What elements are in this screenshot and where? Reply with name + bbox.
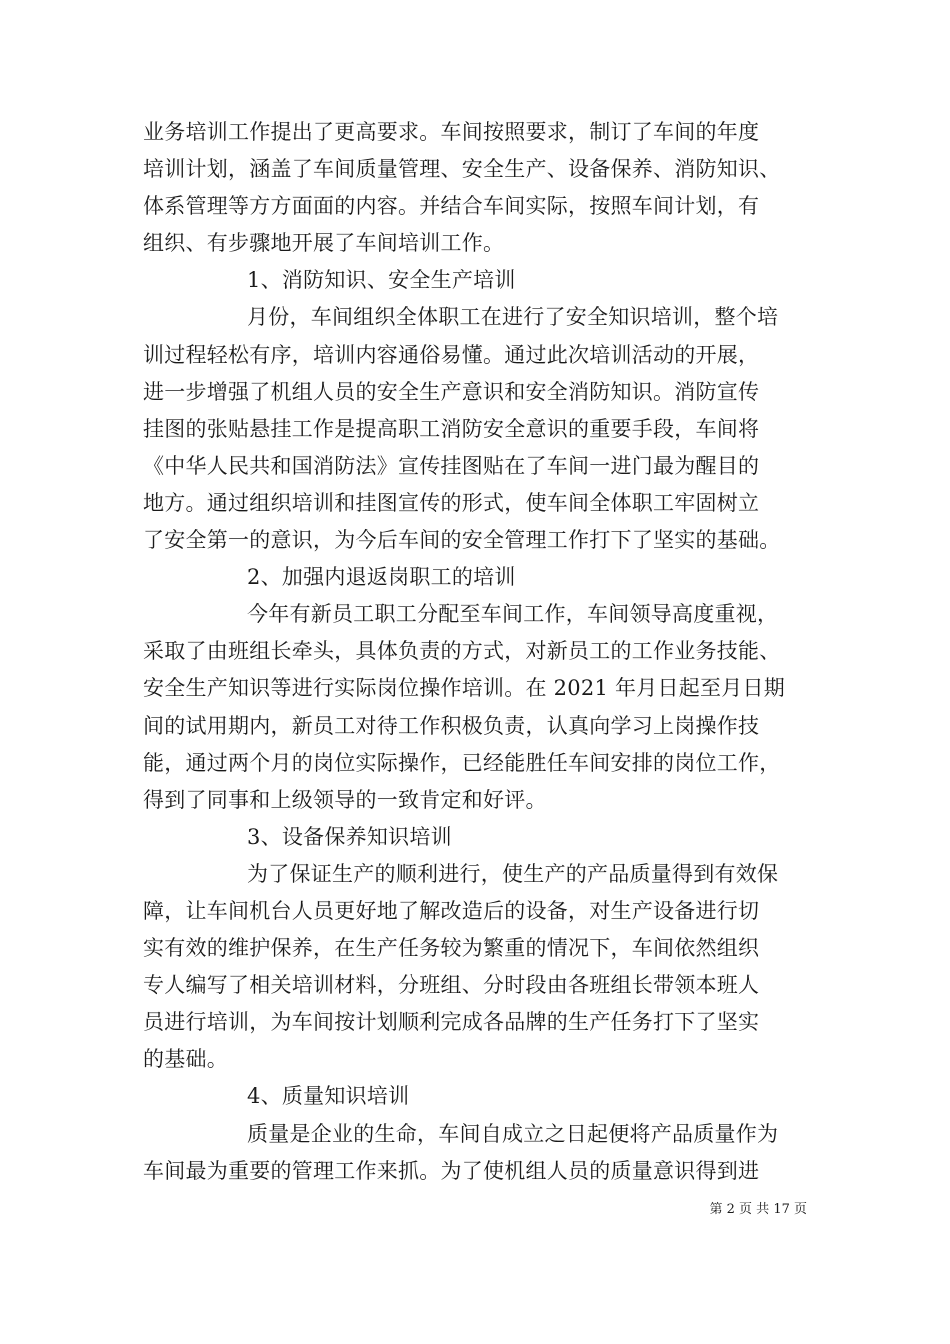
text-line: 实有效的维护保养，在生产任务较为繁重的情况下，车间依然组织 [143,936,760,961]
text-line: 地方。通过组织培训和挂图宣传的形式，使车间全体职工牢固树立 [143,490,760,515]
text-line: 能，通过两个月的岗位实际操作，已经能胜任车间安排的岗位工作， [143,750,781,775]
text-line: 了安全第一的意识，为今后车间的安全管理工作打下了坚实的基础。 [143,528,781,553]
text-line: 业务培训工作提出了更高要求。车间按照要求，制订了车间的年度 [143,120,760,144]
text-line: 为了保证生产的顺利进行，使生产的产品质量得到有效保 [247,861,779,886]
text-line: 训过程轻松有序，培训内容通俗易懂。通过此次培训活动的开展， [143,342,760,367]
text-line: 培训计划，涵盖了车间质量管理、安全生产、设备保养、消防知识、 [143,157,781,182]
section-heading: 2、加强内退返岗职工的培训 [247,565,516,590]
text-line: 月份，车间组织全体职工在进行了安全知识培训，整个培 [247,305,779,330]
section-heading: 3、设备保养知识培训 [247,824,452,849]
text-line: 员进行培训，为车间按计划顺利完成各品牌的生产任务打下了坚实 [143,1010,760,1035]
text-line: 专人编写了相关培训材料，分班组、分时段由各班组长带领本班人 [143,973,760,998]
text-line: 车间最为重要的管理工作来抓。为了使机组人员的质量意识得到进 [143,1158,760,1183]
body-text [143,114,811,1190]
text-line: 今年有新员工职工分配至车间工作，车间领导高度重视， [247,602,779,627]
section-heading: 1、消防知识、安全生产培训 [247,268,516,293]
text-line: 障，让车间机台人员更好地了解改造后的设备，对生产设备进行切 [143,898,760,923]
text-line: 组织、有步骤地开展了车间培训工作。 [143,231,505,256]
text-line: 质量是企业的生命，车间自成立之日起便将产品质量作为 [247,1121,779,1146]
page-number-footer: 第 2 页 共 17 页 [709,1202,807,1217]
text-line: 得到了同事和上级领导的一致肯定和好评。 [143,787,547,812]
text-line: 采取了由班组长牵头，具体负责的方式，对新员工的工作业务技能、 [143,639,781,664]
text-line: 安全生产知识等进行实际岗位操作培训。在 2021 年月日起至月日期 [143,676,786,701]
text-line: 体系管理等方方面面的内容。并结合车间实际，按照车间计划，有 [143,194,760,219]
text-line: 《中华人民共和国消防法》宣传挂图贴在了车间一进门最为醒目的 [143,453,760,478]
section-heading: 4、质量知识培训 [247,1084,410,1109]
text-line: 的基础。 [143,1047,228,1072]
text-line: 进一步增强了机组人员的安全生产意识和安全消防知识。消防宣传 [143,379,760,404]
text-line: 挂图的张贴悬挂工作是提高职工消防安全意识的重要手段，车间将 [143,416,760,441]
text-line: 间的试用期内，新员工对待工作积极负责，认真向学习上岗操作技 [143,713,760,738]
